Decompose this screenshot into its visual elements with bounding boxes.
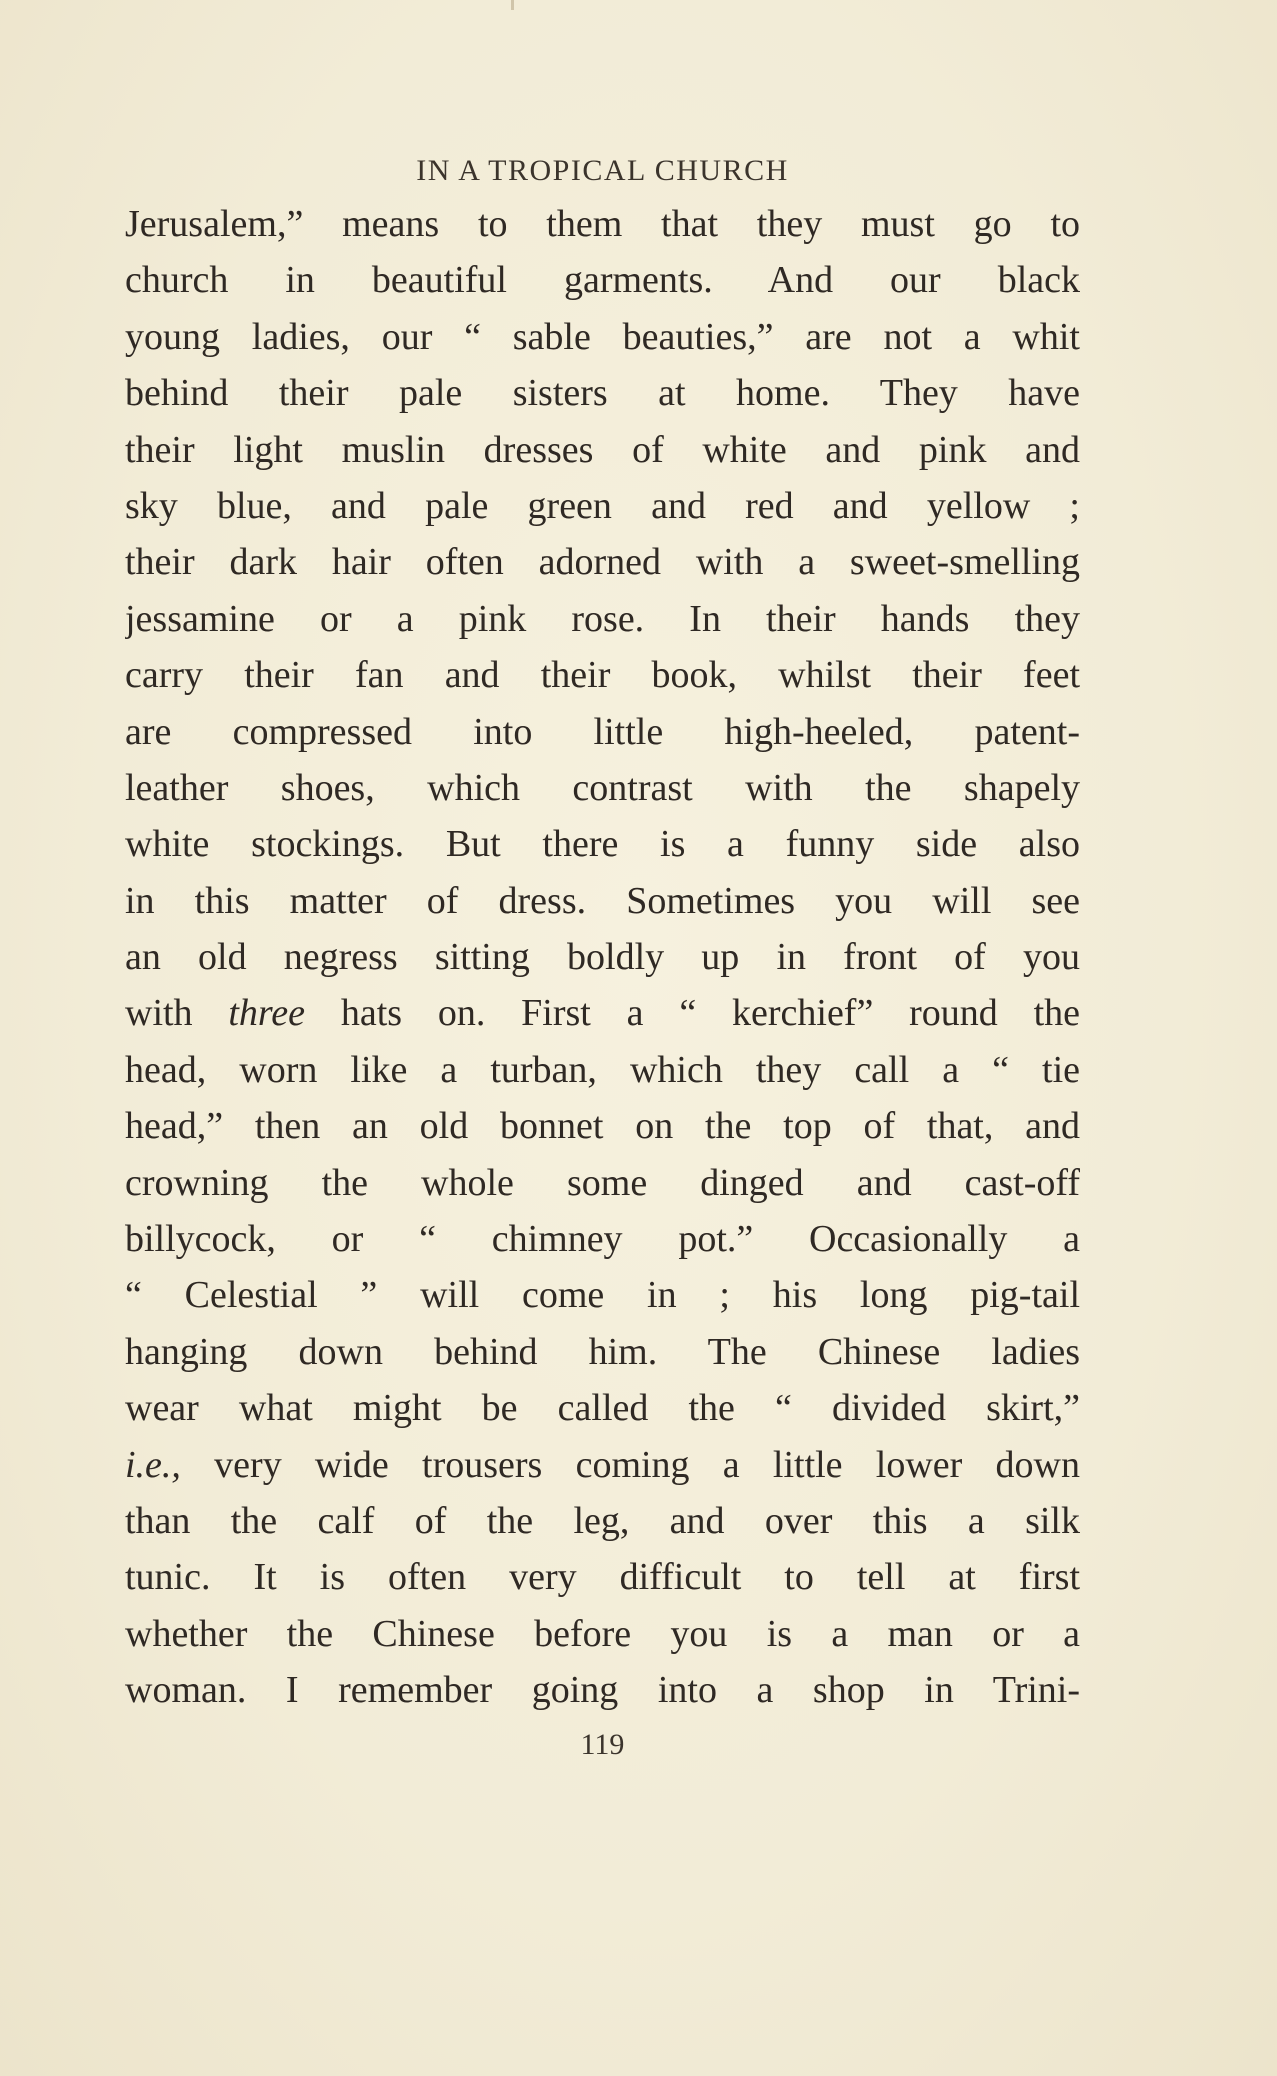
- text-line: woman. I remember going into a shop in Trini-: [125, 1669, 1080, 1712]
- text-line: head,” then an old bonnet on the top of that, and: [125, 1105, 1080, 1148]
- text-line: church in beautiful garments. And our black: [125, 259, 1080, 302]
- body-text: [125, 196, 1080, 1719]
- text-line: [125, 985, 1080, 1041]
- text-line: an old negress sitting boldly up in front of you: [125, 936, 1080, 979]
- text-line: crowning the whole some dinged and cast-off: [125, 1161, 1080, 1204]
- text-line: their dark hair often adorned with a sweet-smelling: [125, 541, 1080, 584]
- text-line: [125, 1437, 1080, 1493]
- text-line: in this matter of dress. Sometimes you will see: [125, 879, 1080, 922]
- text-line: tunic. It is often very difficult to tell at first: [125, 1556, 1080, 1599]
- italic-word: three: [228, 992, 306, 1035]
- text-line: are compressed into little high-heeled, patent-: [125, 710, 1080, 753]
- text-line: jessamine or a pink rose. In their hands they: [125, 597, 1080, 640]
- text-run: very wide trousers coming a little lower down: [180, 1443, 1080, 1486]
- text-line: their light muslin dresses of white and pink and: [125, 428, 1080, 471]
- text-line: behind their pale sisters at home. They have: [125, 372, 1080, 415]
- italic-word: i.e.,: [125, 1443, 181, 1486]
- text-line: Jerusalem,” means to them that they must go to: [125, 203, 1080, 245]
- running-head: IN A TROPICAL CHURCH: [416, 154, 789, 187]
- text-line: white stockings. But there is a funny side also: [125, 823, 1080, 866]
- text-line: hanging down behind him. The Chinese ladies: [125, 1330, 1080, 1373]
- text-run: with: [125, 992, 229, 1035]
- text-line: young ladies, our “ sable beauties,” are not a whit: [125, 315, 1080, 358]
- text-line: leather shoes, which contrast with the shapely: [125, 766, 1080, 809]
- text-line: “ Celestial ” will come in ; his long pig-tail: [125, 1274, 1080, 1317]
- text-run: hats on. First a “ kerchief” round the: [305, 992, 1080, 1035]
- paper-fleck: [511, 0, 514, 10]
- text-line: carry their fan and their book, whilst their feet: [125, 654, 1080, 697]
- text-line: billycock, or “ chimney pot.” Occasionally a: [125, 1218, 1080, 1261]
- text-line: whether the Chinese before you is a man or a: [125, 1612, 1080, 1655]
- text-line: head, worn like a turban, which they call a “ tie: [125, 1048, 1080, 1091]
- page-number: 119: [580, 1728, 625, 1761]
- text-line: than the calf of the leg, and over this a silk: [125, 1499, 1080, 1542]
- text-line: sky blue, and pale green and red and yellow ;: [125, 484, 1080, 527]
- text-line: wear what might be called the “ divided skirt,”: [125, 1387, 1080, 1430]
